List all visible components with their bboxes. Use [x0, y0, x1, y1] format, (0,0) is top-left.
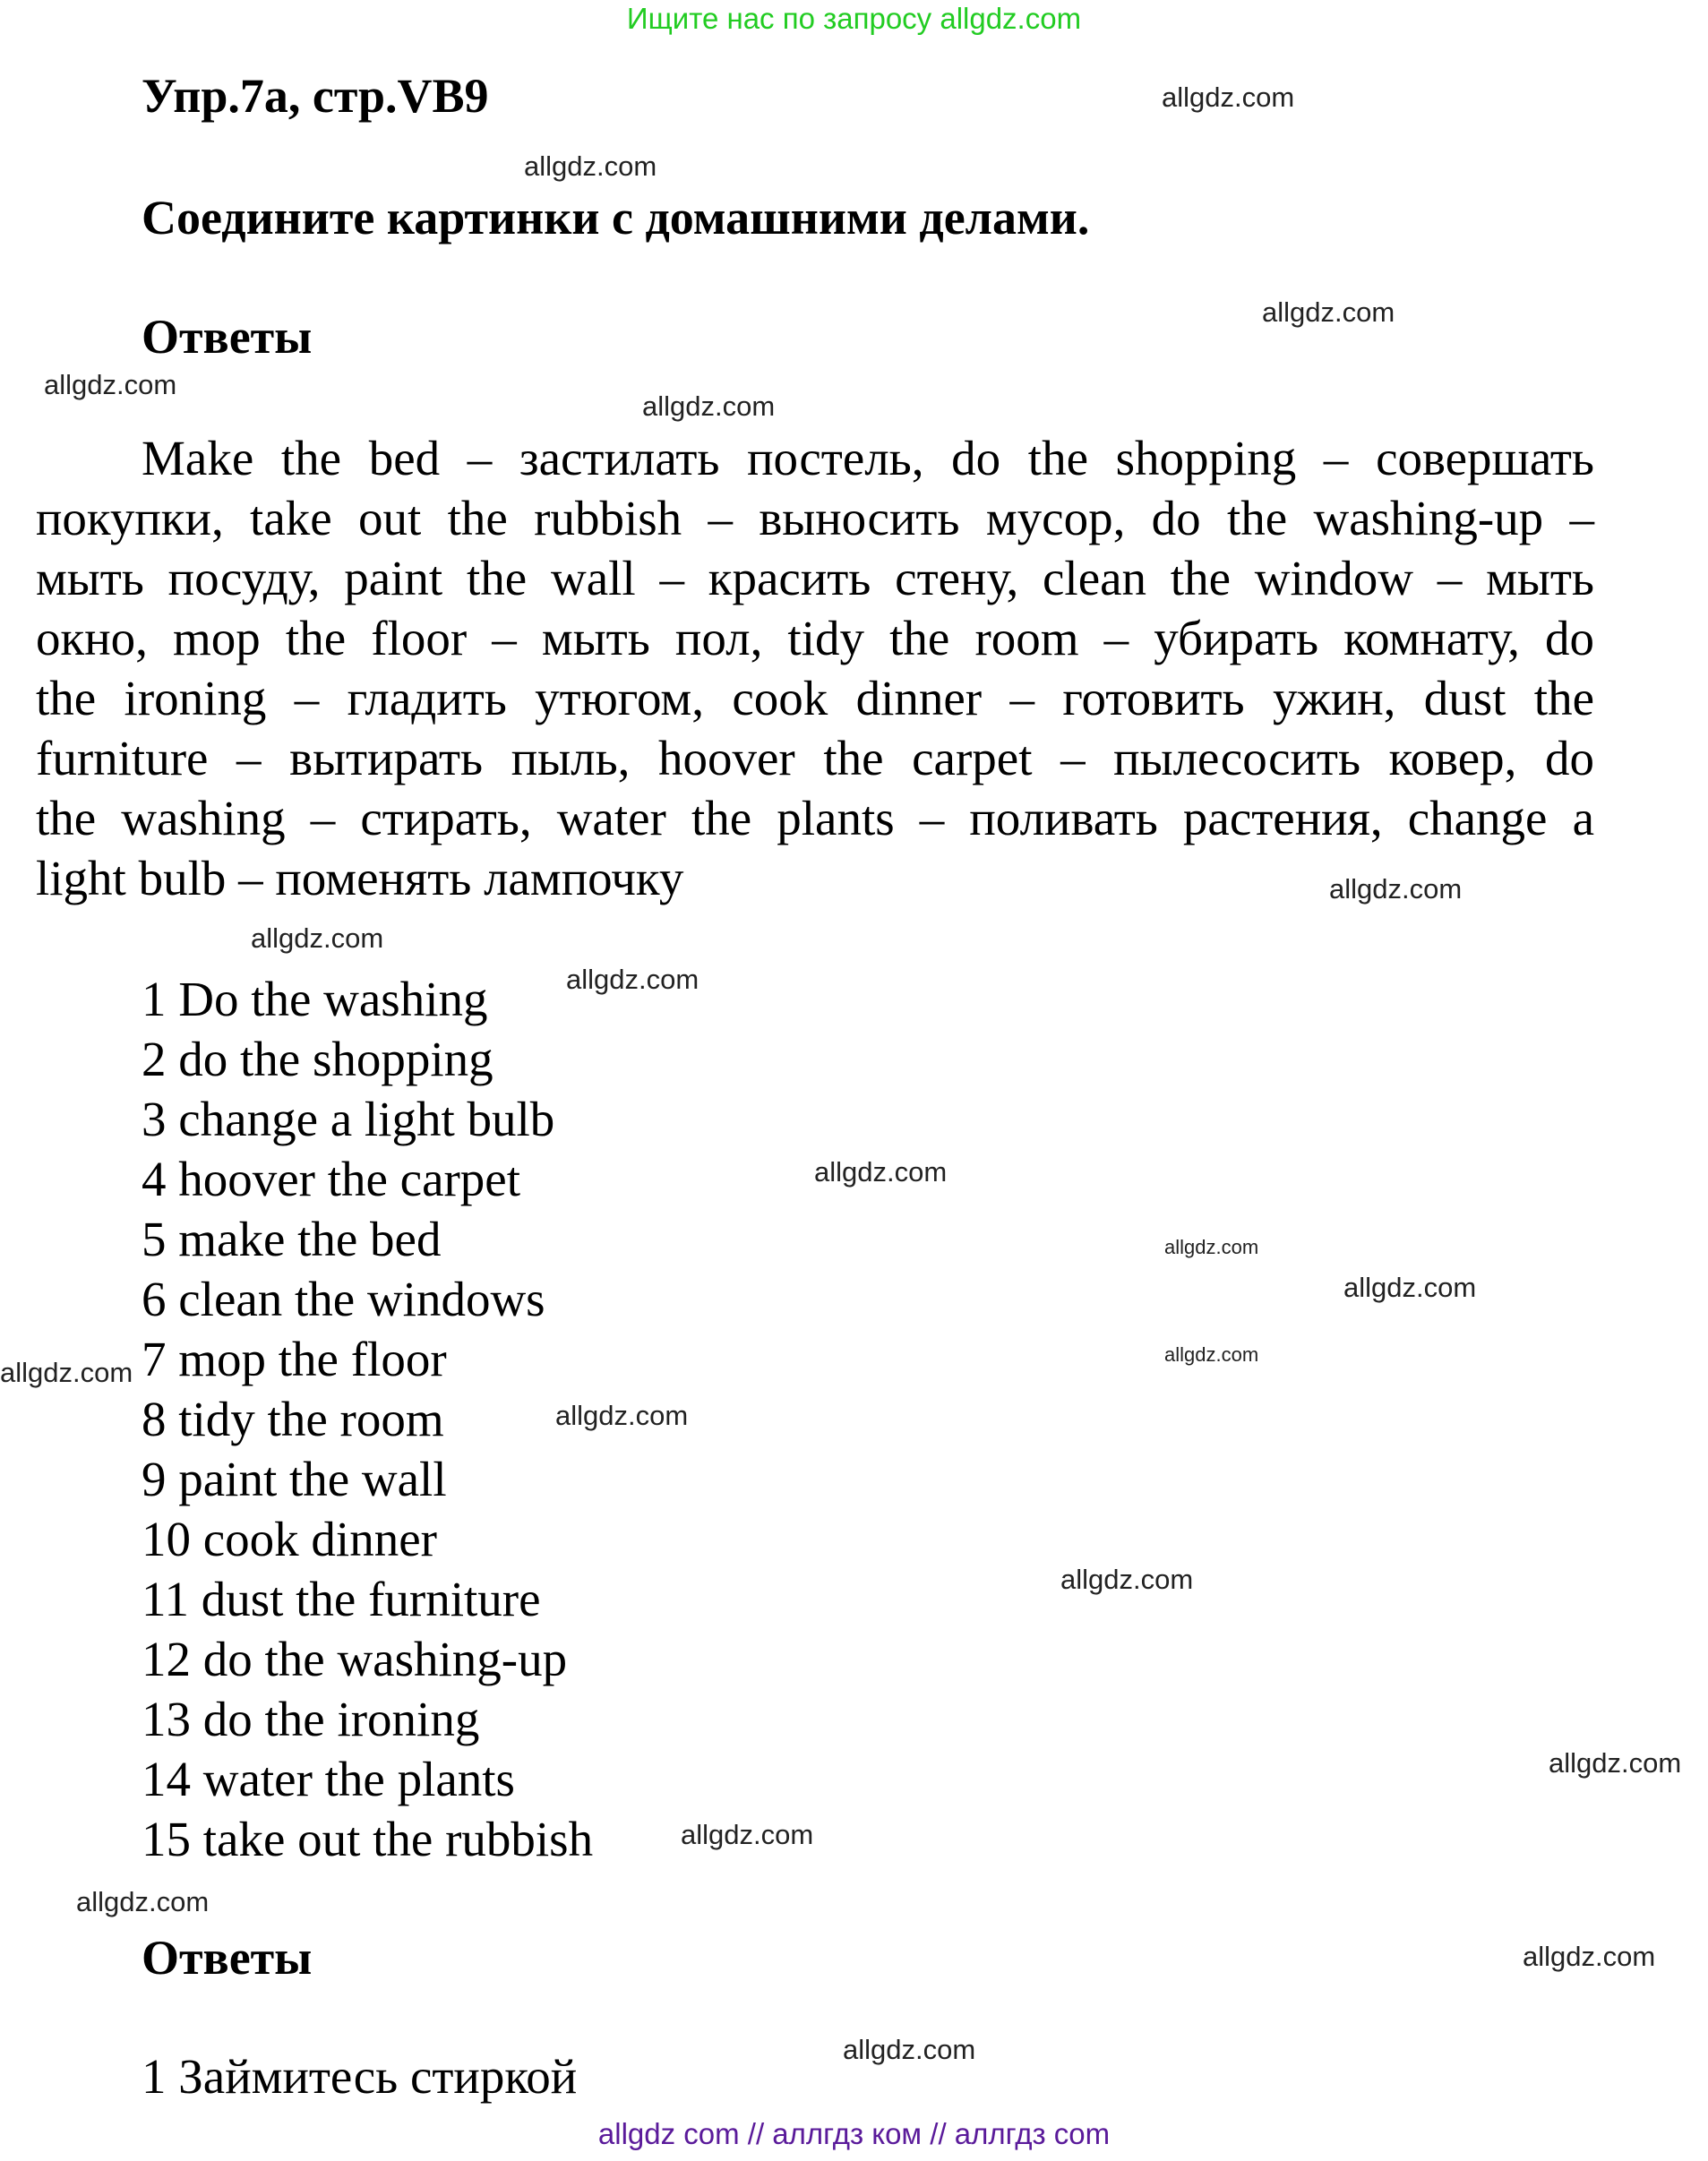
watermark: allgdz.com: [1060, 1564, 1194, 1595]
list-item: 2 do the shopping: [142, 1032, 494, 1086]
watermark: allgdz.com: [76, 1886, 210, 1917]
list-item: 8 tidy the room: [142, 1392, 444, 1446]
list-item: 5 make the bed: [142, 1212, 442, 1266]
list-item: 4 hoover the carpet: [142, 1152, 521, 1206]
paragraph-line: the ironing – гладить утюгом, cook dinner – готовить ужин, dust the: [36, 671, 1594, 725]
watermark: allgdz.com: [1262, 296, 1395, 328]
list-item: 7 mop the floor: [142, 1332, 447, 1386]
watermark: allgdz.com: [1549, 1747, 1682, 1779]
watermark: allgdz.com: [814, 1156, 948, 1188]
list-item: 3 change a light bulb: [142, 1092, 555, 1146]
paragraph-line: Make the bed – застилать постель, do the shopping – совершать: [142, 431, 1594, 485]
watermark: allgdz.com: [44, 369, 177, 400]
watermark: allgdz.com: [1164, 1236, 1259, 1258]
list-item: 14 water the plants: [142, 1752, 515, 1806]
watermark: allgdz.com: [642, 390, 776, 422]
watermark: allgdz.com: [566, 964, 700, 995]
watermark: allgdz.com: [843, 2034, 976, 2065]
paragraph-line: light bulb – поменять лампочку: [36, 851, 684, 905]
search-banner[interactable]: Ищите нас по запросу allgdz.com: [626, 2, 1082, 35]
footer-links[interactable]: allgdz com // аллгдз ком // аллгдз com: [597, 2117, 1111, 2150]
list-item: 9 paint the wall: [142, 1452, 447, 1506]
task-instruction: Соедините картинки с домашними делами.: [142, 191, 1090, 244]
list-item: 15 take out the rubbish: [142, 1812, 594, 1866]
paragraph-line: окно, mop the floor – мыть пол, tidy the room – убирать комнату, do: [36, 611, 1594, 665]
watermark: allgdz.com: [1164, 1343, 1259, 1366]
chores-list: [142, 969, 593, 1869]
list-item: 12 do the washing-up: [142, 1632, 568, 1686]
paragraph-line: the washing – стирать, water the plants – поливать растения, change a: [36, 791, 1594, 845]
answers-heading: Ответы: [142, 310, 313, 364]
answer-translation: 1 Займитесь стиркой: [142, 2049, 578, 2104]
watermark: allgdz.com: [524, 150, 657, 182]
watermark: allgdz.com: [1343, 1272, 1477, 1303]
list-item: 13 do the ironing: [142, 1692, 480, 1746]
answers-heading-2: Ответы: [142, 1931, 313, 1985]
paragraph-line: покупки, take out the rubbish – выносить мусор, do the washing-up –: [36, 491, 1594, 545]
watermark: allgdz.com: [1523, 1941, 1656, 1972]
watermark: allgdz.com: [681, 1819, 814, 1850]
watermark: allgdz.com: [555, 1400, 689, 1431]
paragraph-line: мыть посуду, paint the wall – красить стену, clean the window – мыть: [36, 551, 1594, 605]
watermark: allgdz.com: [1329, 873, 1463, 905]
list-item: 10 cook dinner: [142, 1512, 437, 1566]
list-item: 11 dust the furniture: [142, 1572, 541, 1626]
paragraph-line: furniture – вытирать пыль, hoover the carpet – пылесосить ковер, do: [36, 731, 1594, 785]
exercise-title: Упр.7а, стр.VB9: [142, 69, 489, 123]
watermark: allgdz.com: [0, 1357, 133, 1388]
list-item: 1 Do the washing: [142, 972, 488, 1026]
watermark: allgdz.com: [1162, 81, 1295, 113]
list-item: 6 clean the windows: [142, 1272, 545, 1326]
watermark: allgdz.com: [251, 922, 384, 954]
answer-paragraph: [36, 428, 1594, 908]
